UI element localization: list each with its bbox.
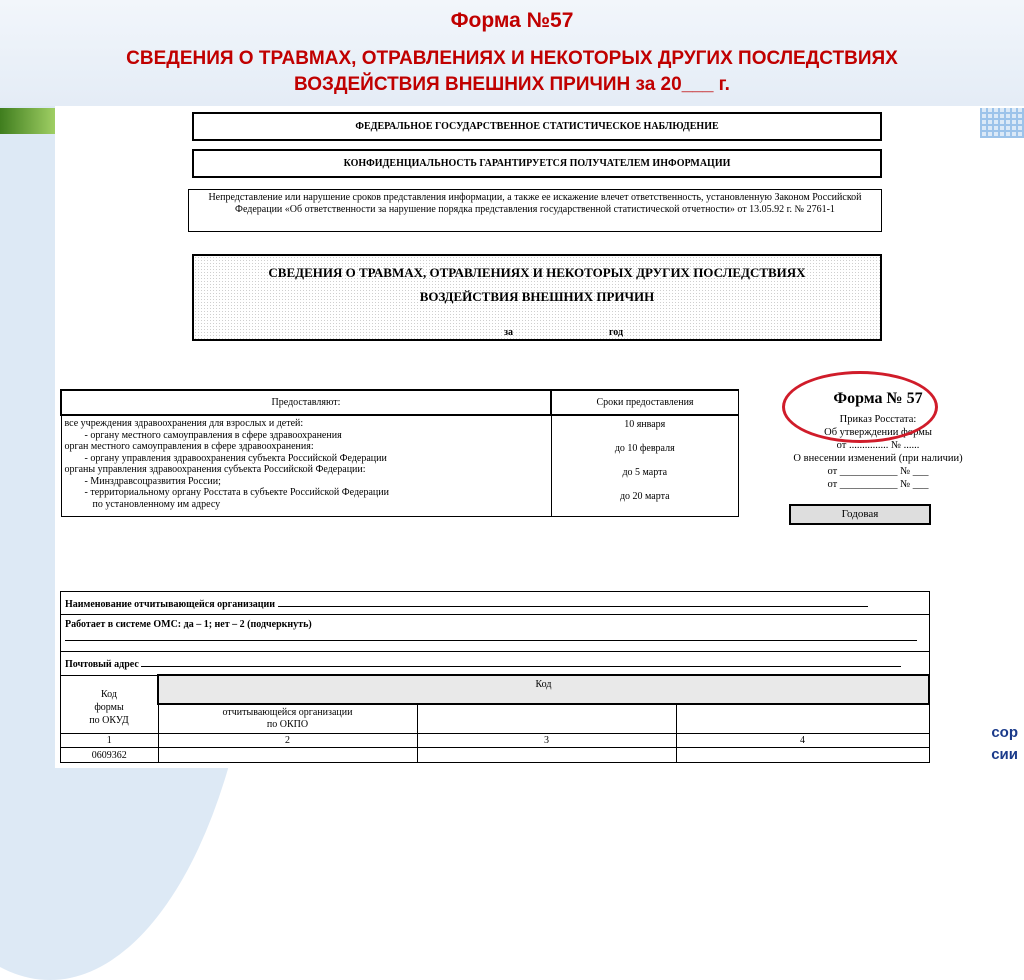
okud-label: формы xyxy=(94,701,124,713)
deadline-item: до 10 февраля xyxy=(614,443,675,454)
column-number: 3 xyxy=(417,734,676,748)
form-number-title: Форма № 57 xyxy=(833,390,923,407)
okpo-header-cell xyxy=(158,704,417,734)
submitter-line: - территориальному органу Росстата в субъекте Российской Федерации xyxy=(84,487,389,498)
okud-code-cell: 0609362 xyxy=(61,748,159,763)
deadlines-header: Сроки предоставления xyxy=(551,390,739,415)
periodicity-box: Годовая xyxy=(789,504,931,525)
address-row xyxy=(61,652,930,676)
submitter-line: все учреждения здравоохранения для взрослых и детей: xyxy=(64,418,304,429)
okpo-label: отчитывающейся организации xyxy=(222,707,353,718)
oms-label: Работает в системе ОМС: да – 1; нет – 2 (подчеркнуть) xyxy=(65,619,312,630)
submitter-line: орган местного самоуправления в сфере здравоохранения: xyxy=(64,441,314,452)
form-order-line: от ___________ № ___ xyxy=(827,479,929,490)
org-name-line xyxy=(278,596,868,607)
code-value-cell xyxy=(417,748,676,763)
column-number: 1 xyxy=(61,734,159,748)
corner-text-2: сии xyxy=(991,746,1018,763)
oms-line xyxy=(65,630,917,641)
deadlines-cell xyxy=(551,415,739,517)
deadline-item: до 20 марта xyxy=(619,491,670,502)
form-main-title-line-1: СВЕДЕНИЯ О ТРАВМАХ, ОТРАВЛЕНИЯХ И НЕКОТОРЫХ ДРУГИХ ПОСЛЕДСТВИЯХ xyxy=(268,265,806,280)
address-label: Почтовый адрес xyxy=(65,659,139,670)
okpo-value-cell xyxy=(158,748,417,763)
submitter-line: - органу местного самоуправления в сфере здравоохранения xyxy=(84,429,342,441)
form-order-line: от ............... № ...... xyxy=(836,440,920,451)
code-empty-cell xyxy=(417,704,676,734)
okud-label: по ОКУД xyxy=(89,714,129,726)
submitter-line: - органу управления здравоохранения субъекта Российской Федерации xyxy=(84,452,387,464)
responsibility-notice-box: Непредставление или нарушение сроков представления информации, а также ее искажение влечет ответственность, установленную Законом Российской Федерации «Об ответственности за нарушение порядка представления государственной статистической отчетности» от 13.05.92 г. № 2761-1 xyxy=(188,189,882,232)
organization-table xyxy=(60,591,930,763)
background-grid-pattern xyxy=(980,108,1024,138)
address-line xyxy=(141,656,901,667)
god-label: год xyxy=(609,327,624,338)
za-label: за xyxy=(504,327,514,338)
form-order-line: Об утверждении формы xyxy=(824,427,932,438)
deadline-item: до 5 марта xyxy=(622,467,668,478)
code-header-cell: Код xyxy=(158,675,929,704)
submitter-line: по установленному им адресу xyxy=(92,498,221,510)
slide-header xyxy=(0,0,1024,106)
org-name-row xyxy=(61,592,930,615)
code-empty-cell xyxy=(676,704,929,734)
background-green-stripe xyxy=(0,108,60,134)
slide-subtitle-line-1: СВЕДЕНИЯ О ТРАВМАХ, ОТРАВЛЕНИЯХ И НЕКОТОРЫХ ДРУГИХ ПОСЛЕДСТВИЯХ xyxy=(126,48,898,69)
okpo-label: по ОКПО xyxy=(266,719,309,730)
form-order-line: О внесении изменений (при наличии) xyxy=(793,453,963,464)
slide-subtitle xyxy=(0,46,1024,98)
submitters-table xyxy=(60,389,739,517)
federal-observation-box: ФЕДЕРАЛЬНОЕ ГОСУДАРСТВЕННОЕ СТАТИСТИЧЕСКОЕ НАБЛЮДЕНИЕ xyxy=(192,112,882,141)
form-main-title-box xyxy=(192,254,882,341)
confidentiality-box: КОНФИДЕНЦИАЛЬНОСТЬ ГАРАНТИРУЕТСЯ ПОЛУЧАТЕЛЕМ ИНФОРМАЦИИ xyxy=(192,149,882,178)
org-name-label: Наименование отчитывающейся организации xyxy=(65,599,276,610)
slide-title: Форма №57 xyxy=(450,9,574,32)
form-order-line: Приказ Росстата: xyxy=(839,414,917,425)
corner-text-1: сор xyxy=(991,724,1018,741)
submitter-line: - Минздравсоцразвития России; xyxy=(84,475,221,487)
submitters-header: Предоставляют: xyxy=(61,390,551,415)
column-number: 4 xyxy=(676,734,929,748)
highlight-ellipse xyxy=(782,371,938,443)
submitter-line: органы управления здравоохранения субъекта Российской Федерации: xyxy=(64,464,366,475)
form-document xyxy=(55,106,980,768)
form-main-title-line-2: ВОЗДЕЙСТВИЯ ВНЕШНИХ ПРИЧИН xyxy=(419,289,655,304)
form-order-line: от ___________ № ___ xyxy=(827,466,929,477)
column-number: 2 xyxy=(158,734,417,748)
submitters-cell xyxy=(61,415,551,517)
code-value-cell xyxy=(676,748,929,763)
okud-label: Код xyxy=(101,688,117,700)
deadline-item: 10 января xyxy=(624,419,666,430)
slide-subtitle-line-2: ВОЗДЕЙСТВИЯ ВНЕШНИХ ПРИЧИН за 20___ г. xyxy=(294,74,730,95)
oms-row xyxy=(61,615,930,652)
okud-header-cell xyxy=(61,675,159,734)
